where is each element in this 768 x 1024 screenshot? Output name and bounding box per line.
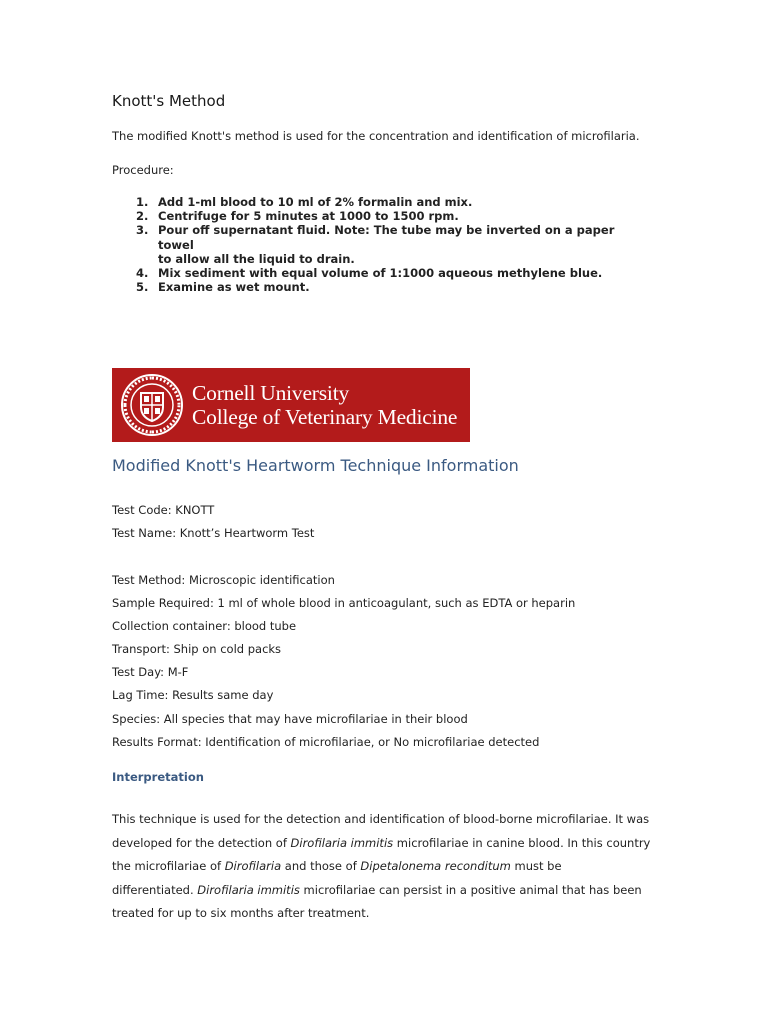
paragraph-text: microfilariae can persist in a positive animal that has been: [299, 882, 642, 897]
page-title: Knott's Method: [112, 92, 226, 110]
species-name-italic: Dirofilaria immitis: [290, 835, 394, 850]
field-transport: Transport: Ship on cold packs: [112, 642, 282, 656]
paragraph-text: developed for the detection of: [112, 835, 291, 850]
paragraph-line: [112, 808, 650, 832]
cornell-seal-icon: [120, 373, 184, 437]
logo-college-name: College of Veterinary Medicine: [192, 405, 458, 429]
field-collection-container: Collection container: blood tube: [112, 619, 297, 633]
step-number: 4.: [136, 266, 149, 281]
procedure-step: [112, 209, 652, 223]
step-text: Mix sediment with equal volume of 1:1000 aqueous methylene blue.: [158, 266, 603, 281]
field-species: Species: All species that may have microfilariae in their blood: [112, 712, 468, 726]
species-name-italic: Dipetalonema reconditum: [360, 859, 511, 873]
step-text-continued: to allow all the liquid to drain.: [158, 251, 355, 266]
interpretation-heading: Interpretation: [112, 770, 204, 784]
paragraph-line: [112, 902, 642, 926]
step-number: 1.: [136, 195, 149, 209]
species-name-italic: Dirofilaria: [224, 859, 282, 873]
field-sample-required: Sample Required: 1 ml of whole blood in anticoagulant, such as EDTA or heparin: [112, 596, 576, 610]
paragraph-line: [112, 855, 642, 879]
field-test-code: Test Code: KNOTT: [112, 503, 215, 517]
procedure-step: [112, 195, 652, 209]
procedure-step: [112, 280, 652, 294]
paragraph-line: [112, 832, 651, 856]
field-results-format: Results Format: Identification of microfilariae, or No microfilariae detected: [112, 735, 540, 749]
step-text: Pour off supernatant fluid. Note: The tube may be inverted on a paper towel: [158, 223, 615, 252]
section-heading: Modified Knott's Heartworm Technique Information: [112, 456, 519, 475]
logo-university-name: Cornell University: [192, 381, 350, 405]
procedure-step: [112, 266, 652, 280]
step-text: Centrifuge for 5 minutes at 1000 to 1500 rpm.: [158, 209, 459, 224]
step-number: 2.: [136, 209, 149, 224]
procedure-steps: [112, 195, 652, 294]
procedure-label: Procedure:: [112, 163, 174, 177]
procedure-step: [112, 223, 652, 266]
paragraph-text: treated for up to six months after treatment.: [112, 906, 370, 920]
step-text: Add 1-ml blood to 10 ml of 2% formalin and mix.: [158, 195, 473, 209]
field-test-method: Test Method: Microscopic identification: [112, 573, 335, 587]
species-name-italic: Dirofilaria immitis: [197, 882, 300, 897]
intro-paragraph: The modified Knott's method is used for the concentration and identification of microfilaria.: [112, 129, 640, 143]
field-test-day: Test Day: M-F: [112, 665, 189, 679]
paragraph-text: This technique is used for the detection and identification of blood-borne microfilariae. It was: [112, 812, 650, 826]
cornell-logo-banner: [112, 368, 470, 442]
paragraph-text: and those of: [281, 859, 361, 873]
paragraph-text: differentiated.: [112, 882, 198, 897]
paragraph-text: must be: [510, 859, 562, 873]
paragraph-text: the microfilariae of: [112, 859, 225, 873]
paragraph-text: microfilariae in canine blood. In this country: [393, 835, 651, 850]
field-lag-time: Lag Time: Results same day: [112, 688, 274, 702]
field-test-name: Test Name: Knott’s Heartworm Test: [112, 526, 315, 540]
interpretation-paragraph: [112, 808, 651, 926]
step-number: 3.: [136, 223, 149, 238]
step-text: Examine as wet mount.: [158, 280, 310, 295]
paragraph-line: [112, 879, 642, 903]
step-number: 5.: [136, 280, 149, 295]
